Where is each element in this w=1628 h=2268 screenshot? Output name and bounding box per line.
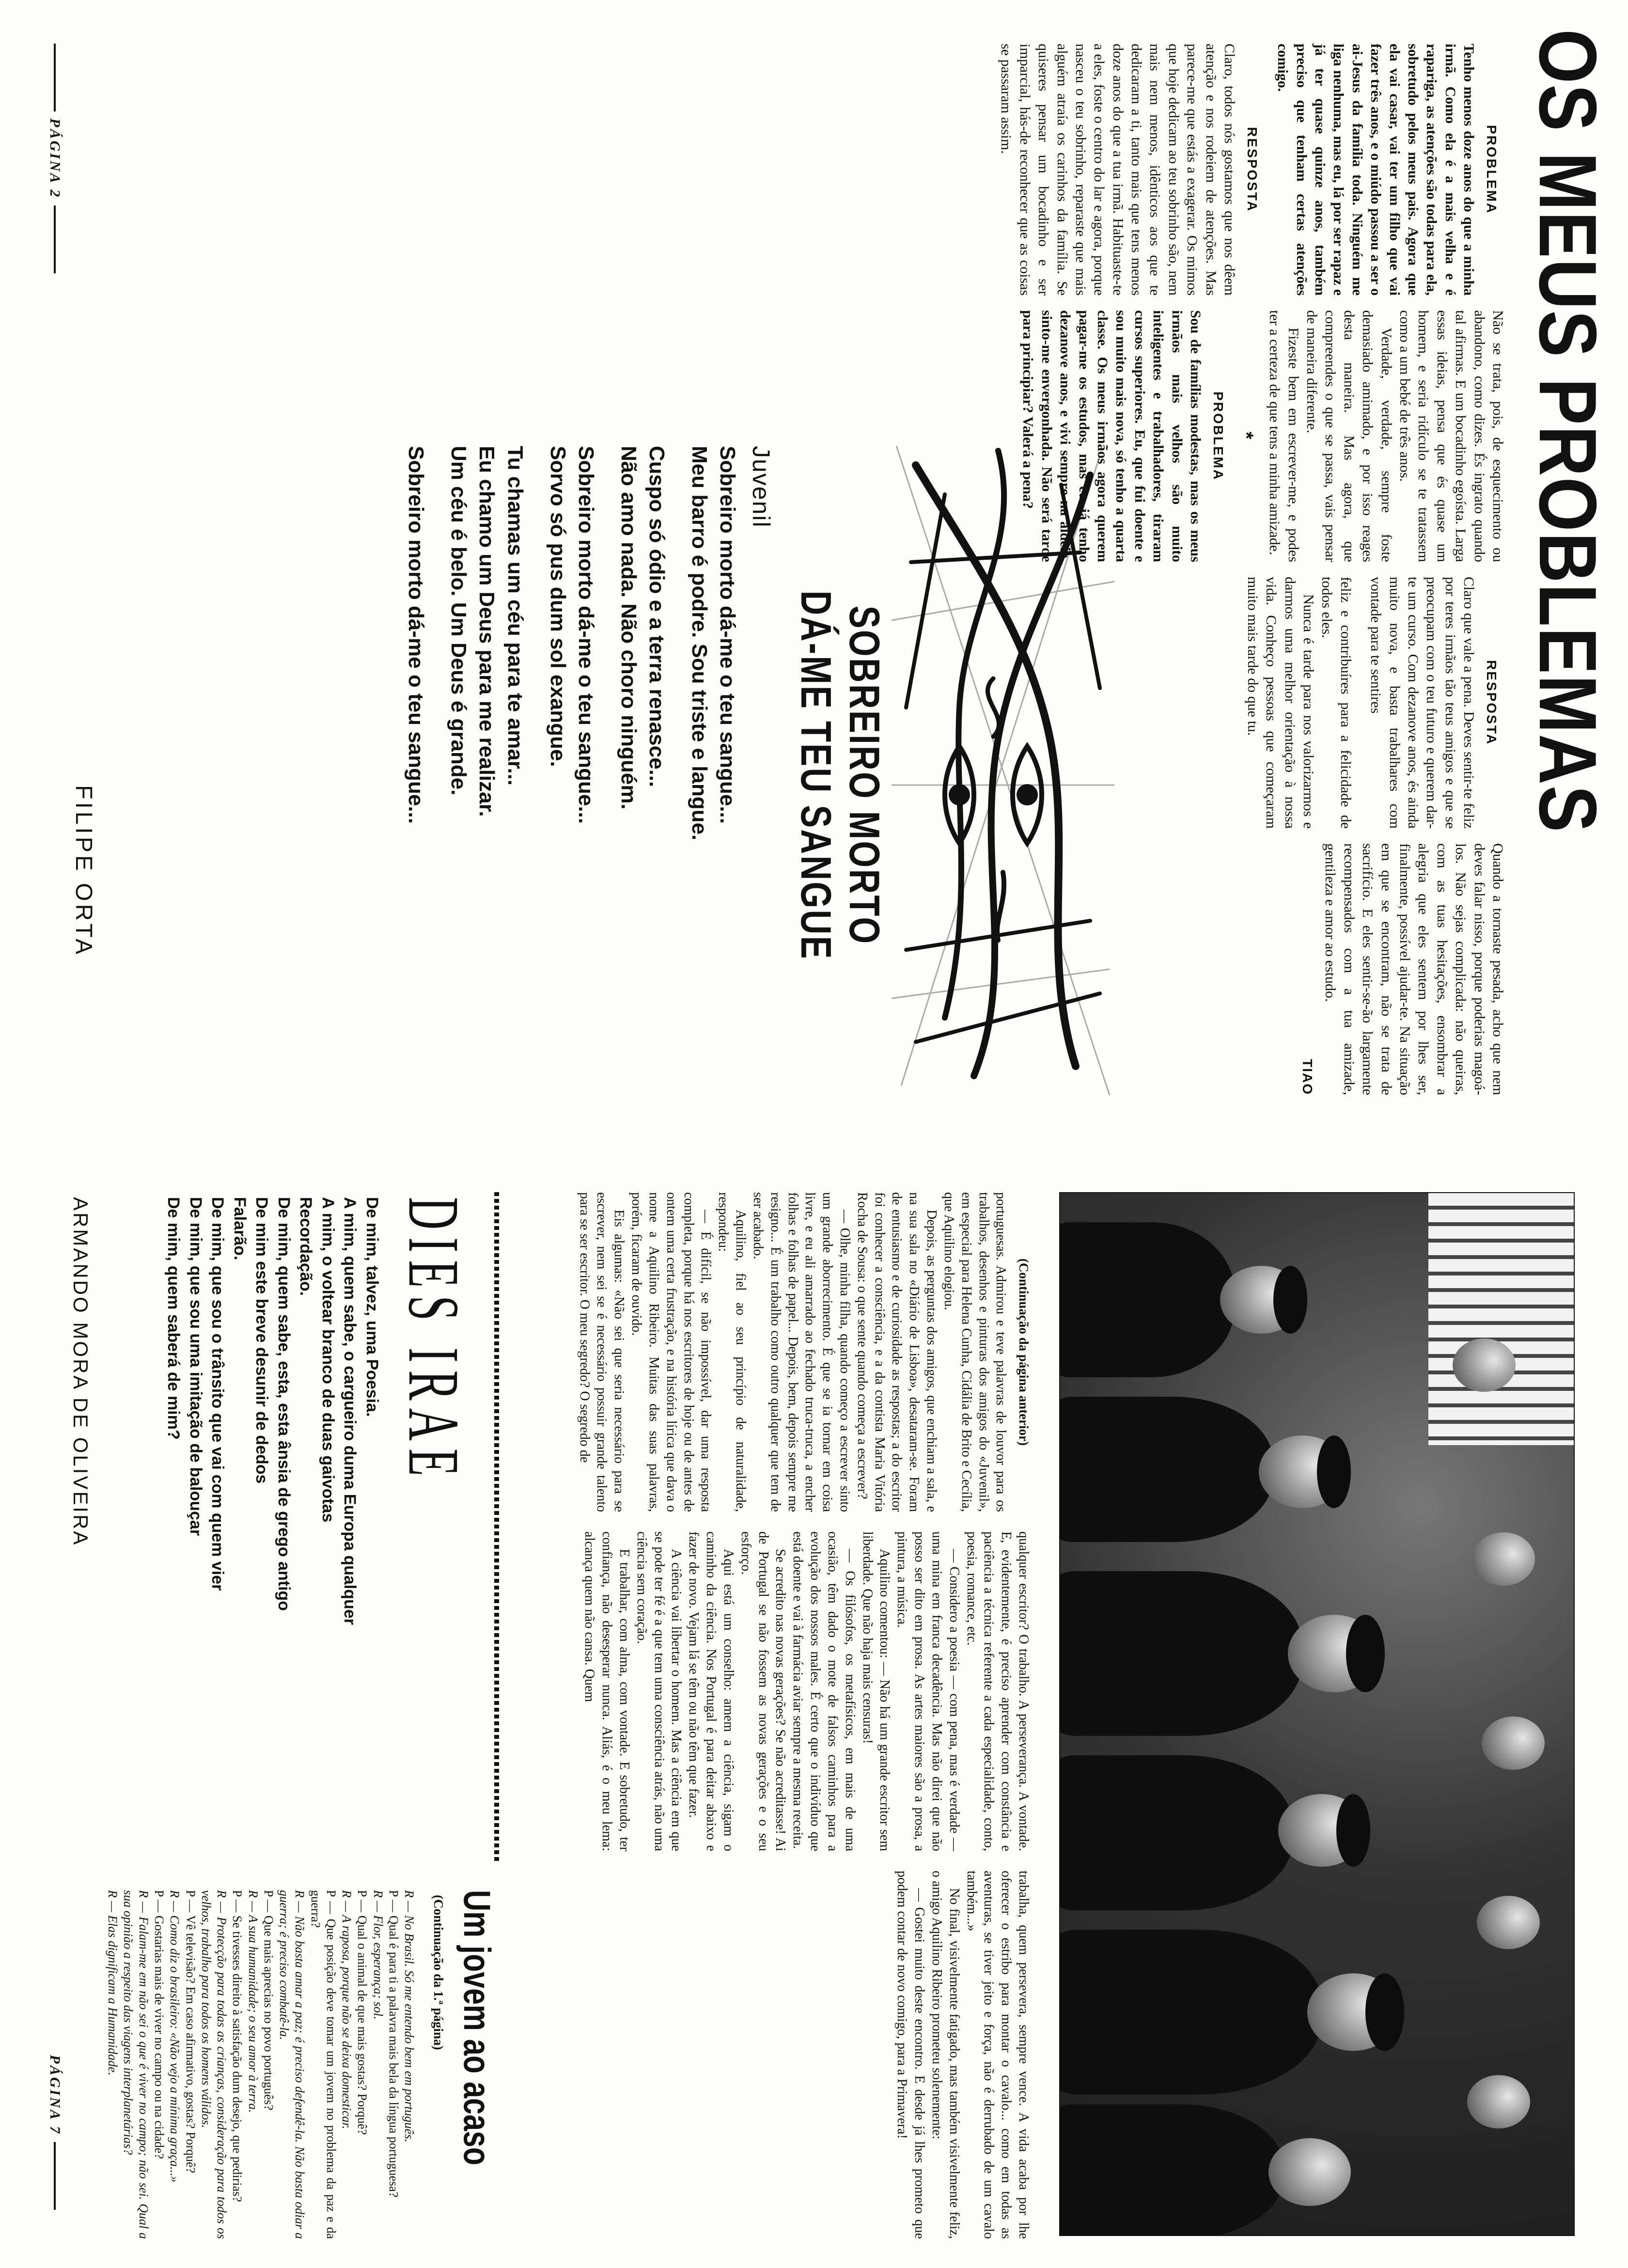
article-paragraph: E trabalhar, com alma, com vontade. E sobretudo, ter confiança, não desesperar nunca. Aliás, é o meu lema: alcança quem não cansa. Quem bbox=[582, 1531, 632, 1851]
poem-section: Juvenil bbox=[748, 446, 775, 528]
right-page bbox=[0, 1134, 1628, 2268]
qa-line: R — A raposa, porque não se deixa domesticar. bbox=[340, 1890, 354, 2129]
page-number: PÁGINA 2 bbox=[47, 118, 63, 199]
poem-line: Eu chamo um Deus para me realizar. bbox=[475, 446, 499, 817]
second-article-body bbox=[104, 1890, 417, 2239]
dies-irae-author: ARMANDO MORA DE OLIVEIRA bbox=[69, 1197, 92, 1547]
poem-body bbox=[402, 446, 741, 1115]
folio-right bbox=[47, 2055, 63, 2210]
article-paragraph: Se acredito nas novas gerações? Se não acreditasse! Ai de Portugal se não fossem as novas gerações e o seu esforço. bbox=[738, 1531, 788, 1851]
article-column-3 bbox=[893, 1871, 1032, 2239]
answer-1-paragraph: Fizeste bem em escrever-me, e podes ter a certeza de que tens a minha amizade. bbox=[1267, 310, 1301, 562]
qa-line: R — Não basta amar a paz; é preciso defendê-la. Não basta odiar a guerra; é preciso combatê-la. bbox=[277, 1890, 307, 2239]
continuation-heading: (Continuação da página anterior) bbox=[1017, 1258, 1031, 1446]
second-article-title: Um jovem ao acaso bbox=[456, 1890, 499, 2166]
article-paragraph: Depois, as perguntas dos amigos, que enchiam a sala, e na sua sala no «Diário de Lisboa», desataram-se. Foram de entusiasmo e de curiosidade as respostas; a do escritor foi conhecer a consciência, e a da contista Maria Vitória Rocha de Sousa: o que sente quando começa a escrever? bbox=[854, 1192, 939, 1512]
continuation-paragraph: feliz e contribuíres para a felicidade de todos eles. bbox=[1319, 577, 1354, 829]
face-sketch-image bbox=[887, 436, 1119, 1105]
qa-line: P — Que mais aprecias no povo português? bbox=[261, 1890, 276, 2110]
article-paragraph: Aqui está um conselho: amem a ciência, sigam o caminho da ciência. Nos Portugal é para deitar abaixo e fazer de novo. Vejam lá se têm ou não têm que fazer. bbox=[686, 1531, 736, 1851]
qa-line: R — No Brasil. Só me entendo bem em português. bbox=[402, 1890, 416, 2142]
poem-line: De mim, talvez, uma Poesia. bbox=[363, 1197, 381, 1417]
answer-2-heading: RESPOSTA bbox=[1484, 660, 1499, 745]
dies-irae-body bbox=[162, 1197, 383, 1866]
column-1 bbox=[997, 44, 1507, 296]
problem-2-heading: PROBLEMA bbox=[1210, 391, 1226, 481]
poem-line: Recordação. bbox=[297, 1197, 315, 1296]
page-number: PÁGINA 7 bbox=[47, 2055, 63, 2136]
qa-line: R — A sua humanidade; o seu amor à terra. bbox=[246, 1890, 260, 2113]
poem-line: De mim, que sou uma imitação de balouçar bbox=[186, 1197, 205, 1536]
article-paragraph: Aquilino comentou: — Não há um grande escritor sem liberdade. Que não haja mais censuras! bbox=[860, 1531, 892, 1851]
qa-line: P — Vê televisão? Em caso afirmativo, gostas? Porquê? bbox=[183, 1890, 198, 2174]
poem-title-line-1: SOBREIRO MORTO bbox=[841, 605, 889, 945]
answer-1-paragraph: Claro, todos nós gostamos que nos dêem atenção e nos rodeiem de atenções. Mas parece-me que estás a exagerar. Os mimos que hoje dedicam ao teu sobrinho são, nem mais nem menos, idênticos aos que te dedicaram a ti, tanto mais que tens menos doze anos do que a tua irmã. Habituaste-te a eles, foste o centro do lar e agora, porque nasceu o teu sobrinho, reparaste que mais alguém atraía os carinhos da família. Se quiseres pensar um bocadinho e ser imparcial, hás-de reconhecer que as coisas se passaram assim. bbox=[998, 44, 1238, 296]
poem-line: De mim, quem saberá de mim? bbox=[164, 1197, 183, 1440]
poem-line: Sorvo só pus dum sol exangue. bbox=[546, 446, 570, 767]
poem-line bbox=[671, 446, 685, 1115]
qa-line: P — Qual é para ti a palavra mais bela da língua portuguesa? bbox=[386, 1890, 401, 2198]
poem-line: De mim, que sou o trânsito que vai com quem vier bbox=[208, 1197, 227, 1591]
signature: TIAO bbox=[1300, 1059, 1315, 1095]
article-paragraph: trabalha, quem persevera, sempre vence. A vida acaba por lhe oferecer o estribo para montar o cavalo... como em todas as aventuras, se tiver jeito e força, não é derrubado de um cavalo também...» bbox=[964, 1871, 1031, 2239]
qa-line: R — Flor, esperança; sol. bbox=[371, 1890, 385, 2020]
article-paragraph: — Considero a poesia — com pena, mas é verdade — uma mina em franca decadência. Mas não direi que não posso ser dito em prosa. As artes maiores são a prosa, a pintura, a música. bbox=[894, 1531, 962, 1851]
poem-line: Cuspo só ódio e a terra renasce... bbox=[644, 446, 669, 788]
article-paragraph: No final, visivelmente fatigado, mas também visivelmente feliz, o amigo Aquilino Ribeiro prometeu solenemente: bbox=[929, 1871, 962, 2239]
poem-line: Não amo nada. Não choro ninguém. bbox=[616, 446, 641, 810]
continuation-paragraph: Quando a tornaste pesada, acho que nem deves falar nisso, porque poderias magoá-los. Não sejas complicada: não queiras, com as tuas hesitações, ensombrar a alegria que eles sentem por lhes ser, finalmente, possível ajudar-te. Na situação em que se encontram, não se trata de sacrifício. E eles sentir-se-ão largamente recompensados com a tua amizade, gentileza e amor ao estudo. bbox=[1322, 843, 1506, 1095]
qa-line: R — Como diz o brasileiro: «Não vejo a mínima graça...» bbox=[168, 1890, 182, 2183]
answer-1-heading: RESPOSTA bbox=[1244, 127, 1260, 212]
article-column-2 bbox=[580, 1531, 1032, 1851]
poem-line: De mim este breve desunir de dedos bbox=[252, 1197, 271, 1484]
separator-star: * bbox=[1235, 431, 1257, 441]
article-paragraph: A ciência vai libertar o homem. Mas a ciência em que se pode ter fé é a que tem uma consciência atrás, não uma ciência sem coração. bbox=[634, 1531, 684, 1851]
answer-1-paragraph: Não se trata, pois, de esquecimento ou abandono, como dizes. És ingrato quando tal afirmas. E um bocadinho egoísta. Larga essas ideias, pensa que és quase um homem, e seria ridículo se te tratassem como a um bebé de três anos. bbox=[1397, 310, 1506, 562]
second-article-subtitle: (Continuação da 1.ª página) bbox=[431, 1895, 446, 2050]
problem-1-text: Tenho menos doze anos do que a minha irmã. Como ela é a mais velha e é rapariga, as atenções são todas para ela, sobretudo pelos meus pais. Agora que ela vai casar, vai ter um filho que vai fazer três anos, e o miúdo passou a ser o ai-Jesus da família toda. Ninguém me liga nenhuma, mas eu, lá por ser rapaz e já ter quase quinze anos, também preciso que tenham certas atenções comigo. bbox=[1275, 44, 1477, 296]
poem-line bbox=[529, 446, 544, 1115]
photo-window bbox=[1428, 1193, 1574, 1445]
article-paragraph: — Olhe, minha filha, quando começo a escrever sinto um grande aborrecimento. É que se ia tornar em coisa livre, e eu ali amarrado ao fechado truca-truca, a encher folhas e folhas de papel... Depois, bem, depois sempre me resigno... É um trabalho como outro qualquer que tem de ser acabado. bbox=[750, 1192, 852, 1512]
poem-line: Falarão. bbox=[230, 1197, 249, 1260]
qa-line: P — Qual o animal de que mais gostas? Porquê? bbox=[355, 1890, 370, 2135]
article-column-1 bbox=[576, 1192, 1032, 1512]
answer-1-paragraph: Verdade, verdade, sempre foste demasiado amimado, e por isso reages desta maneira. Mas agora, que compreendes o que se passa, vais pensar de maneira diferente. bbox=[1304, 310, 1394, 562]
qa-line: P — Gostarias mais de viver no campo ou na cidade? bbox=[152, 1890, 167, 2159]
article-paragraph: Eis algumas: «Não sei que seria necessário para se escrever, nem sei se é necessário possuir grande talento para se ser escritor. O meu segredo? O segredo de bbox=[577, 1192, 627, 1512]
column-4 bbox=[1299, 843, 1507, 1095]
continuation-paragraph: Nunca é tarde para nos valorizarmos e darmos uma melhor orientação à nossa vida. Conheço pessoas que começaram muito mais tarde do que tu. bbox=[1244, 577, 1317, 829]
poem-line: Meu barro é podre. Sou triste e langue. bbox=[687, 446, 711, 841]
poem-line: A mim, quem sabe, o cargueiro duma Europa qualquer bbox=[341, 1197, 360, 1625]
article-paragraph: — É difícil, se não impossível, dar uma resposta completa, porque há nos escritores de hoje ou de antes de ontem uma certa frustração, e na história lírica que dava o nome a Aquilino Ribeiro. Muitas das suas palavras, porém, ficaram de ouvido. bbox=[629, 1192, 714, 1512]
poem-line: Um céu é belo. Um Deus é grande. bbox=[447, 446, 471, 796]
headline: OS MEUS PROBLEMAS bbox=[1522, 29, 1613, 833]
qa-line: P — Que posição deve tomar um jovem no problema da paz e da guerra? bbox=[308, 1890, 338, 2239]
qa-line: P — Se tivesses direito à satisfação dum desejo, que pedirias? bbox=[230, 1890, 245, 2202]
poem-title-line-2: DÁ-ME TEU SANGUE bbox=[792, 590, 840, 961]
poem-line: Sobreiro morto dá-me o teu sangue... bbox=[574, 446, 598, 824]
poem-author: FILIPE ORTA bbox=[71, 785, 96, 957]
poem-line: Tu chamas um céu para te amar... bbox=[503, 446, 527, 786]
column-3 bbox=[1243, 577, 1507, 829]
article-paragraph: — Gostei muito deste encontro. E desde já lhes prometo que podem contar de novo comigo, para a Primavera! bbox=[894, 1871, 927, 2239]
group-photo bbox=[1059, 1192, 1575, 2236]
qa-line: R — Falam-me em não sei o que é viver no campo; não sei. Qual a sua opinião a respeito das viagens interplanetárias? bbox=[121, 1890, 151, 2239]
article-paragraph: portuguesas. Admirou e teve palavras de louvor para os trabalhos, desenhos e pinturas dos amigos do «Juvenil», em especial para Helena Cunha, Cidália de Brito e Cecília, que Aquilino elogiou. bbox=[941, 1192, 1009, 1512]
folio-left bbox=[47, 44, 63, 273]
dashed-divider bbox=[494, 1192, 499, 1861]
dies-irae-title: DIES IRAE bbox=[393, 1197, 474, 1484]
poem-line: A mim, o voltear branco de duas gaivotas bbox=[318, 1197, 337, 1523]
poem-line: Sobreiro morto dá-me o teu sangue... bbox=[404, 446, 428, 824]
poem-line bbox=[430, 446, 444, 1115]
problem-1-heading: PROBLEMA bbox=[1484, 125, 1499, 215]
poem-line: De mim, quem sabe, esta, esta ânsia de grego antigo bbox=[274, 1197, 293, 1611]
poem-line: Sobreiro morto dá-me o teu sangue... bbox=[716, 446, 739, 824]
poem-line bbox=[600, 446, 614, 1115]
problem-2-text: Sou de famílias modestas, mas os meus irmãos mais velhos são muito inteligentes e trabalhadores, tiraram cursos superiores. Eu, que fui doente e sou muito mais nova, só tenho a quarta classe. Os meus irmãos agora querem pagar-me os estudos, mas eu já tenho dezanove anos, e vivi sempre na aldeia, sinto-me envergonhada. Não será tarde para principiar? Valerá a pena? bbox=[1020, 310, 1204, 562]
face-illustration bbox=[887, 436, 1119, 1105]
answer-2-text: Claro que vale a pena. Deves sentir-te feliz por teres irmãos tão teus amigos e que se preocupam com o teu futuro e querem dar-te um curso. Com dezanove anos, és ainda muito nova, e basta trabalhares com vontade para te sentires bbox=[1368, 577, 1477, 829]
qa-line: R — Protecção para todas as crianças, consideração para todos os velhos, trabalho para todos os homens válidos. bbox=[199, 1890, 229, 2239]
article-paragraph: — Os filósofos, os metafísicos, em mais de uma ocasião, têm dado o mote de falsos caminhos para a evolução dos nossos males. É certo que o indivíduo que está doente e vai à farmácia aviar sempre a mesma receita. bbox=[790, 1531, 858, 1851]
qa-line: R — Elas dignificam a Humanidade. bbox=[105, 1890, 120, 2076]
article-paragraph: qualquer escritor? O trabalho. A perseverança. A vontade. E, evidentemente, é preciso aprender com constância e paciência a técnica referente a cada especialidade, conto, poesia, romance, etc. bbox=[964, 1531, 1031, 1851]
article-paragraph: Aquilino, fiel ao seu princípio de naturalidade, respondeu: bbox=[716, 1192, 749, 1512]
